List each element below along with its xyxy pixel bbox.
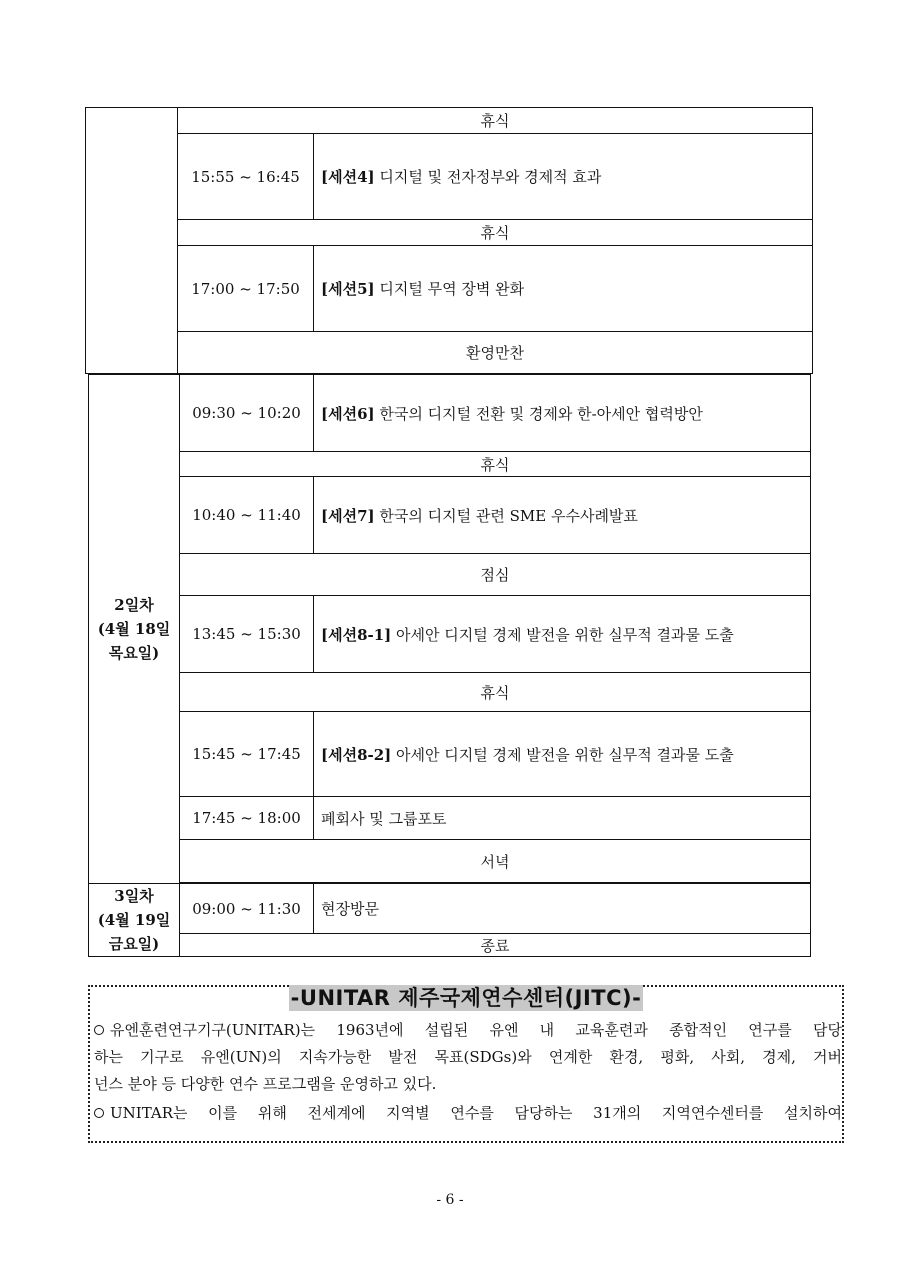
session-time: 10:40 ~ 11:40 [180, 477, 314, 554]
lunch-row: 점심 [180, 554, 811, 596]
session-title [314, 596, 811, 673]
session-tag: [세션6] [321, 404, 375, 423]
day3-weekday: 금요일) [108, 935, 160, 953]
page-number: - 6 - [436, 1192, 464, 1208]
circle-bullet-icon [94, 1108, 104, 1118]
session-title [314, 477, 811, 554]
dinner-row: 환영만찬 [178, 332, 813, 374]
closing-title: 폐회사 및 그룹포토 [314, 797, 811, 840]
session-tag: [세션4] [321, 168, 375, 186]
info-para-1-line-3: 넌스 분야 등 다양한 연수 프로그램을 운영하고 있다. [94, 1075, 437, 1093]
closing-time: 17:45 ~ 18:00 [180, 797, 314, 840]
break-row: 휴식 [178, 108, 813, 134]
session-name: 아세안 디지털 경제 발전을 위한 실무적 결과물 도출 [391, 745, 734, 764]
day2-date: (4월 18일 [97, 620, 171, 638]
break-row: 휴식 [180, 452, 811, 477]
session-name: 디지털 무역 장벽 완화 [374, 280, 525, 298]
info-box-title-text: -UNITAR 제주국제연수센터(JITC)- [290, 986, 642, 1010]
session-name: 한국의 디지털 관련 SME 우수사례발표 [374, 506, 638, 525]
visit-time: 09:00 ~ 11:30 [180, 884, 314, 934]
info-text: 유엔훈련연구기구(UNITAR)는 1963년에 설립된 유엔 내 교육훈련과 종합적인 연구를 담당 [110, 1021, 842, 1039]
session-name: 디지털 및 전자정부와 경제적 효과 [374, 168, 602, 186]
session-title [314, 375, 811, 452]
info-para-2-line-1 [94, 1100, 842, 1127]
day2-day-cell [89, 375, 180, 884]
schedule-table-day2-day3 [88, 374, 811, 957]
end-row: 종료 [180, 934, 811, 957]
day3-date: (4월 19일 [97, 911, 171, 929]
session-name: 한국의 디지털 전환 및 경제와 한-아세안 협력방안 [374, 404, 703, 423]
day3-label: 3일차 [114, 887, 154, 905]
info-box-title [90, 985, 842, 1011]
session-time: 15:55 ~ 16:45 [178, 134, 314, 220]
unitar-info-box [88, 985, 844, 1143]
session-time: 09:30 ~ 10:20 [180, 375, 314, 452]
day2-weekday: 목요일) [108, 644, 160, 662]
session-name: 아세안 디지털 경제 발전을 위한 실무적 결과물 도출 [391, 625, 734, 644]
info-para-1-line-1 [94, 1017, 842, 1044]
info-para-1-line-2: 하는 기구로 유엔(UN)의 지속가능한 발전 목표(SDGs)와 연계한 환경, 평화, 사회, 경제, 거버 [94, 1048, 842, 1066]
break-row: 휴식 [178, 220, 813, 246]
session-title [314, 712, 811, 797]
day3-day-cell [89, 884, 180, 957]
session-title [314, 134, 813, 220]
session-time: 13:45 ~ 15:30 [180, 596, 314, 673]
visit-title: 현장방문 [314, 884, 811, 934]
schedule-table-day1-continued [85, 107, 813, 374]
dinner-row: 서녁 [180, 840, 811, 883]
session-tag: [세션8-1] [321, 625, 392, 644]
session-title [314, 246, 813, 332]
session-time: 15:45 ~ 17:45 [180, 712, 314, 797]
session-tag: [세션5] [321, 280, 375, 298]
session-tag: [세션7] [321, 506, 375, 525]
day1-day-cell [86, 108, 178, 374]
info-text: UNITAR는 이를 위해 전세계에 지역별 연수를 담당하는 31개의 지역연수센터를 설치하여 [110, 1104, 842, 1122]
circle-bullet-icon [94, 1025, 104, 1035]
session-tag: [세션8-2] [321, 745, 392, 764]
day2-label: 2일차 [114, 596, 154, 614]
session-time: 17:00 ~ 17:50 [178, 246, 314, 332]
break-row: 휴식 [180, 673, 811, 712]
